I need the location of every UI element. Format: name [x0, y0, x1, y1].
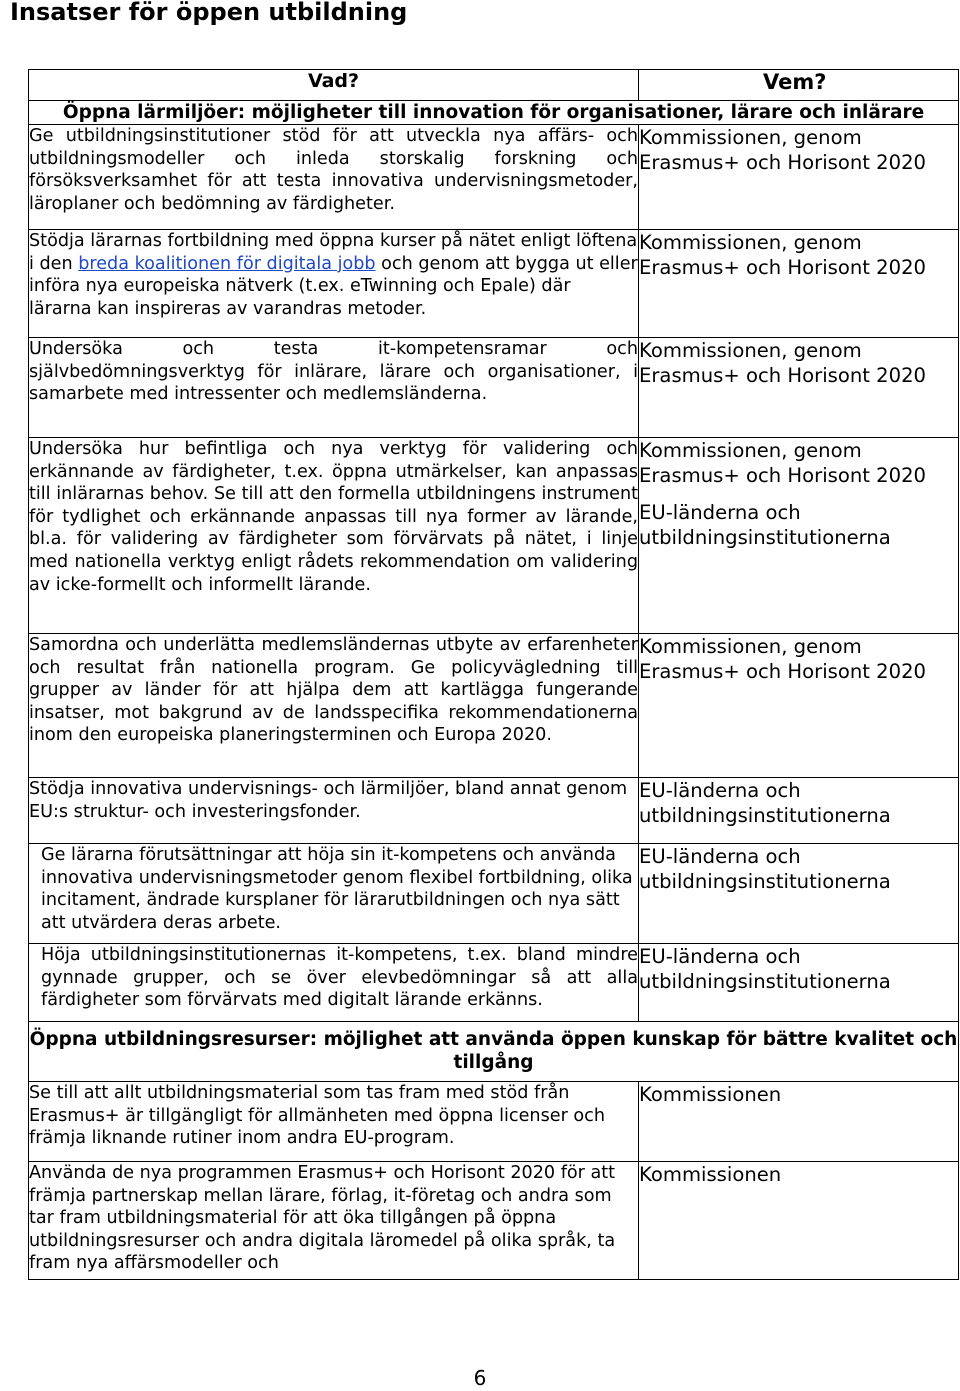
action-what: Använda de nya programmen Erasmus+ och Horisont 2020 för att främja partnerskap mellan lärare, förlag, it-företag och andra som tar fram utbildningsmaterial för att öka tillgången på öppna utbildningsresurser och andra digitala läromedel på olika språk, ta fram nya affärsmodeller och [29, 1162, 639, 1280]
action-text-post: och genom att bygga ut eller införa nya europeiska nätverk (t.ex. eTwinning och Epale) där lärarna kan inspireras av varandras metoder. [29, 253, 638, 319]
action-who [639, 1082, 959, 1162]
action-what: Samordna och underlätta medlemsländernas utbyte av erfarenheter och resultat från nationella program. Ge policyvägledning till grupper av länder för att hjälpa dem att kartlägga fungerande insatser, mot bakgrund av de landsspecifika rekommendationerna inom den europeiska planeringsterminen och Europa 2020. [29, 634, 639, 778]
responsible-party: Kommissionen, genom Erasmus+ och Horisont 2020 [639, 126, 927, 174]
section-row [29, 1022, 959, 1082]
table-row [29, 438, 959, 634]
section-row [29, 101, 959, 125]
action-text-pre: Stödja lärarnas fortbildning med öppna kurser på nätet enligt löftena i den [29, 231, 638, 274]
table-row [29, 338, 959, 438]
action-who [639, 944, 959, 1022]
action-who [639, 338, 959, 438]
actions-table [28, 69, 959, 1280]
table-row [29, 944, 959, 1022]
table-row [29, 230, 959, 338]
action-what: Höja utbildningsinstitutionernas it-kompetens, t.ex. bland mindre gynnade grupper, och se över elevbedömningar så att alla färdigheter som förvärvats med digitalt lärande erkänns. [29, 944, 639, 1022]
section-title-open-learning: Öppna lärmiljöer: möjligheter till innovation för organisationer, lärare och inlärare [29, 101, 959, 125]
section-title-open-resources: Öppna utbildningsresurser: möjlighet att använda öppen kunskap för bättre kvalitet och tillgång [29, 1022, 959, 1082]
grand-coalition-link[interactable]: breda koalitionen för digitala jobb [78, 253, 376, 274]
table-row [29, 778, 959, 844]
action-what: Undersöka hur befintliga och nya verktyg för validering och erkännande av färdigheter, t.ex. öppna utmärkelser, kan anpassas till inlärarnas behov. Se till att den formella utbildningens instrument för tydlighet och erkännande anpassas till nya former av lärande, bl.a. för validering av färdigheter som förvärvats på nätet, i linje med nationella verktyg enligt rådets rekommendation om validering av icke-formellt och informellt lärande. [29, 438, 639, 634]
responsible-party: Kommissionen [639, 1163, 782, 1186]
table-row [29, 1082, 959, 1162]
action-who [639, 125, 959, 230]
action-who [639, 1162, 959, 1280]
header-what: Vad? [29, 70, 639, 101]
table-row [29, 634, 959, 778]
table-row [29, 125, 959, 230]
responsible-party: Kommissionen, genom Erasmus+ och Horisont 2020 [639, 635, 927, 683]
action-who [639, 438, 959, 634]
action-what [29, 230, 639, 338]
responsible-party: Kommissionen, genom Erasmus+ och Horisont 2020 [639, 231, 927, 279]
page-number: 6 [473, 1366, 487, 1390]
action-what: Stödja innovativa undervisnings- och lärmiljöer, bland annat genom EU:s struktur- och investeringsfonder. [29, 778, 639, 844]
action-who [639, 634, 959, 778]
action-who [639, 778, 959, 844]
responsible-party: Kommissionen, genom Erasmus+ och Horisont 2020 [639, 439, 927, 487]
table-row [29, 844, 959, 944]
responsible-party: Kommissionen, genom Erasmus+ och Horisont 2020 [639, 339, 927, 387]
action-what: Ge lärarna förutsättningar att höja sin it-kompetens och använda innovativa undervisningsmetoder genom flexibel fortbildning, olika incitament, ändrade kursplaner för lärarutbildningen och nya sätt att utvärdera deras arbete. [29, 844, 639, 944]
header-who: Vem? [639, 70, 959, 101]
action-what: Ge utbildningsinstitutioner stöd för att utveckla nya affärs- och utbildningsmodeller och inleda storskalig forskning och försöksverksamhet för att testa innovativa undervisningsmetoder, läroplaner och bedömning av färdigheter. [29, 125, 639, 230]
page-title: Insatser för öppen utbildning [10, 0, 408, 26]
table-header-row [29, 70, 959, 101]
responsible-party: EU-länderna och utbildningsinstitutionerna [639, 945, 891, 993]
responsible-party: EU-länderna och utbildningsinstitutionerna [639, 501, 891, 549]
table-row [29, 1162, 959, 1280]
action-what: Se till att allt utbildningsmaterial som tas fram med stöd från Erasmus+ är tillgängligt för allmänheten med öppna licenser och främja liknande rutiner inom andra EU-program. [29, 1082, 639, 1162]
action-who [639, 230, 959, 338]
action-who [639, 844, 959, 944]
action-what: Undersöka och testa it-kompetensramar och självbedömningsverktyg för inlärare, lärare och organisationer, i samarbete med intressenter och medlemsländerna. [29, 338, 639, 438]
responsible-party: EU-länderna och utbildningsinstitutionerna [639, 779, 891, 827]
responsible-party: EU-länderna och utbildningsinstitutionerna [639, 845, 891, 893]
responsible-party: Kommissionen [639, 1083, 782, 1106]
